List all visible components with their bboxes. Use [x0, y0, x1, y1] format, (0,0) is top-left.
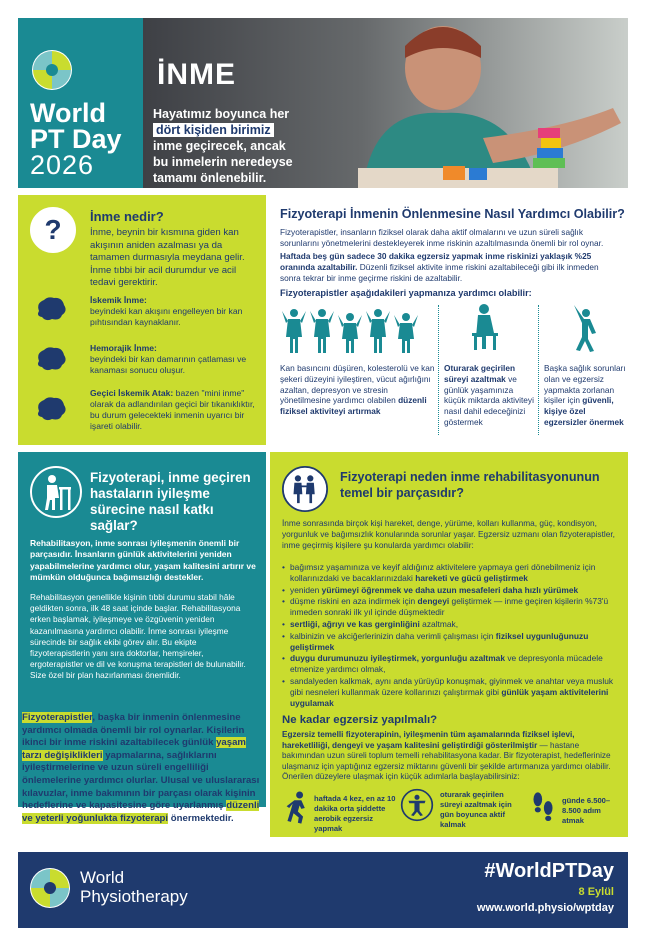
stroke-type-3-name: Geçici İskemik Atak: [90, 388, 174, 398]
how-much-bold: Egzersiz temelli fizyoterapinin, iyileşmenin tüm aşamalarında fiziksel işlevi, hareketliliği, dengeyi ve yaşam kalitesini geliştirdiği gösterilmiştir [282, 730, 575, 750]
tip-2: oturarak geçirilen süreyi azaltmak için gün boyunca aktif kalmak [440, 790, 512, 829]
bullet-text: yeniden [290, 584, 322, 595]
bullet-bold: sertliği, ağrıyı ve kas gerginliğini [290, 618, 420, 629]
summary-t3: önermektedir. [168, 812, 234, 824]
prevention-subtitle: Fizyoterapistler aşağıdakileri yapmanıza yardımcı olabilir: [280, 288, 532, 298]
tip-1: haftada 4 kez, en az 10 dakika orta şiddette aerobik egzersiz yapmak [314, 794, 396, 833]
stroke-type-3-desc: bazen "mini inme" olarak da adlandırılan geçici bir tıkanıklıktır, bu durum gelecekteki inmenin uyarıcı bir işareti olabilir. [90, 388, 255, 431]
bullet-text: bağımsız yaşamınıza ve keyif aldığınız aktivitelere yapmaya geri dönebilmeniz için kollarınızdaki ve bacaklarınızdaki [290, 562, 596, 583]
stroke-type-1 [90, 295, 258, 328]
hero-banner [143, 18, 628, 188]
question-mark-icon: ? [30, 207, 76, 253]
prevention-summary-text [22, 712, 262, 825]
summary-hl2: yaşam tarzı değişiklikleri [22, 737, 246, 761]
bullet-bold: fiziksel uygunluğunuzu geliştirmek [290, 630, 589, 652]
bullet-after: ve depresyonla mücadele etmenize yardımcı olmak, [290, 653, 603, 675]
bullet-after: geliştirmek — inme geçiren kişilerin %73'ü inmeden sonraki ilk yıl içinde düşmektedir [290, 596, 609, 618]
walker-person-icon [30, 466, 82, 518]
rehabilitation-why-panel [270, 452, 628, 837]
world-physiotherapy-logo-icon [28, 866, 72, 910]
summary-hl1: Fizyoterapistler [22, 712, 93, 723]
bullet-bold: günlük yaşam aktivitelerini uygulamak [290, 686, 609, 708]
exercise-person-icon [400, 788, 434, 822]
footer-date: 8 Eylül [578, 886, 614, 898]
why-bullet-list [282, 562, 618, 709]
prevention-col2-text: ve günlük yaşamınıza küçük miktarda aktiviteyi nasıl dahil edeceğinizi göstermek [444, 373, 534, 427]
footer-brand-line2: Physiotherapy [80, 887, 188, 906]
bullet-bold: dengeyi [417, 596, 450, 607]
logo-line1: World [30, 98, 106, 128]
why-bullet [282, 585, 618, 596]
bullet-bold: yürümeyi öğrenmek [321, 584, 402, 595]
logo-year: 2026 [30, 150, 95, 180]
stroke-type-3 [90, 388, 258, 432]
world-pt-day-logo [18, 18, 143, 188]
prevention-title: Fizyoterapi İnmenin Önlenmesine Nasıl Yardımcı Olabilir? [280, 207, 625, 221]
prevention-col3-bold: güvenli, kişiye özel egzersizler önermek [544, 395, 624, 427]
hero-text-highlight: dört kişiden birimiz [153, 123, 274, 137]
summary-t1: , başka bir inmenin önlenmesine yardımcı olmada önemli bir rol oynarlar. Kişilerin ikinci bir inme riskini azaltabilecek günlük [22, 712, 245, 749]
prevention-col1 [280, 363, 435, 417]
bullet-text: sandalyeden kalkmak, aynı anda yürüyüp konuşmak, giyinmek ve anahtar veya musluk gibi nesneleri kullanmak üzere kollarınızı çalıştırmak gibi [290, 675, 614, 697]
footer-hashtag: #WorldPTDay [484, 860, 614, 882]
group-exercise-icon [280, 305, 430, 355]
world-pt-day-logo-icon [30, 48, 74, 92]
stroke-title: İnme nedir? [90, 209, 164, 224]
bullet-after: ve daha uzun mesafeleri daha hızlı yürümek [401, 584, 579, 595]
hero-title: İNME [157, 58, 236, 91]
hero-text-before: Hayatımız boyunca her [153, 107, 290, 121]
sitting-person-icon [466, 303, 506, 353]
why-intro: İnme sonrasında birçok kişi hareket, denge, yürüme, kolları kullanma, güç, kondisyon, yorgunluk ve bağımsızlık konularında sorunlar yaşar. Egzersiz uzmanı olan fizyoterapistler, inme geçirmiş kişilere şu konularda yardımcı olabilir: [282, 518, 615, 550]
brain-icon [34, 295, 68, 323]
prevention-col2 [444, 363, 536, 428]
bullet-bold: duygu durumunuzu iyileştirmek, yorgunluğu azaltmak [290, 653, 505, 664]
logo-title [30, 100, 122, 152]
footer-url[interactable]: www.world.physio/wptday [476, 902, 614, 914]
why-bullet [282, 596, 618, 618]
why-bullet [282, 676, 618, 708]
divider [438, 305, 439, 435]
bullet-text: kalbinizin ve akciğerlerinizin daha verimli çalışması için [290, 630, 496, 641]
summary-hl3: düzenli ve yeterli yoğunlukta fizyoterapi [22, 800, 260, 824]
role-bold-para: Rehabilitasyon, inme sonrası iyileşmenin önemli bir parçasıdır. İnsanların günlük aktivitelerini yeniden yapabilmelerine yardımcı olur, yaşam kalitesini artırır ve mümkün olduğunca bağımsızlığı destekler. [30, 538, 256, 583]
tip-3: günde 6.500–8.500 adım atmak [562, 796, 611, 825]
stroke-type-2-name: Hemorajik İnme: [90, 343, 157, 353]
why-bullet [282, 619, 618, 630]
stretching-person-icon [566, 303, 606, 353]
footer-brand [80, 868, 188, 906]
running-person-icon [284, 790, 310, 826]
how-much-rest: — hastane bakımından uzun süreli toplum temelli rehabilitasyona kadar. Bir fizyoterapist, hedeflerinize ulaşmanız için yaptığınız egzersiz miktarını güvenli bir şekilde artırmanıza yardımcı olabilir. Önerilen düzeylere ulaşmak için küçük adımlarla başlayabilirsiniz: [282, 740, 611, 782]
footer [18, 852, 628, 928]
prevention-col1-bold: düzenli fiziksel aktiviteyi artırmak [280, 395, 427, 417]
summary-t2: yapmalarına, sağlıklarını iyileştirmelerine ve uzun süreli engelliliği önlemelerine yardımcı olurlar. Ulusal ve uluslararası kılavuzlar, inme bakımının bir parçası olarak kişinin hedeflerine ve kapasitesine göre uyarlanmış [22, 749, 260, 812]
role-para: Rehabilitasyon genellikle kişinin tıbbi durumu stabil hâle geldikten sonra, ilk 48 saat içinde başlar. Rehabilitasyona erken başlamak, iyileşmeye ve özgüvenin yeniden kazanılmasına yardımcı olabilir. İnme sonrası iyileşme sürecinde bir sağlık ekibi görev alır. Bu ekipte fizyoterapistlerin yanı sıra doktorlar, hemşireler, ergoterapistler ve dil ve konuşma terapistleri de bulunabilir. Size özel bir plan hazırlanması önemlidir. [30, 592, 246, 681]
hero-text-after: inme geçirecek, ancak bu inmelerin neredeyse tamamı önlenebilir. [153, 139, 293, 185]
stroke-type-1-desc: beyindeki kan akışını engelleyen bir kan pıhtısından kaynaklanır. [90, 306, 243, 327]
brain-icon [34, 395, 68, 423]
prevention-para2 [280, 251, 620, 283]
prevention-para2-bold: Haftada beş gün sadece 30 dakika egzersiz yapmak inme riskinizi yaklaşık %25 oranında azaltabilir. [280, 251, 592, 272]
footprints-icon [530, 790, 556, 826]
how-much-title: Ne kadar egzersiz yapılmalı? [282, 714, 438, 726]
prevention-col2-bold: Oturarak geçirilen süreyi azaltmak [444, 363, 516, 384]
prevention-col3-text: Başka sağlık sorunları olan ve egzersiz yapmakta zorlanan kişiler için [544, 363, 626, 406]
bullet-text: düşme riskini en aza indirmek için [290, 596, 418, 607]
why-bullet [282, 631, 618, 653]
how-much-text [282, 730, 618, 783]
header [18, 18, 628, 188]
prevention-panel [270, 195, 628, 445]
bullet-after: azaltmak, [419, 618, 459, 629]
why-title: Fizyoterapi neden inme rehabilitasyonunun temel bir parçasıdır? [340, 470, 600, 500]
prevention-para1: Fizyoterapistler, insanların fiziksel olarak daha aktif olmalarını ve uzun süreli sağlık sorunlarını yönetmelerini destekleyerek inme riskinin azaltılmasında önemli bir rol oynar. [280, 227, 604, 248]
logo-line2: PT Day [30, 124, 122, 154]
hero-text [153, 106, 303, 186]
role-title: Fizyoterapi, inme geçiren hastaların iyileşme sürecine nasıl katkı sağlar? [90, 470, 251, 533]
why-bullet [282, 562, 618, 584]
stroke-type-2-desc: beyindeki bir kan damarının çatlaması ve kanaması sonucu oluşur. [90, 354, 247, 375]
brain-icon [34, 345, 68, 373]
bullet-bold: hareketi ve gücü geliştirmek [415, 572, 528, 583]
prevention-para2-rest: Düzenli fiziksel aktivite inme riskini azaltabileceği gibi ilk inmeden sonra tekrar bir inme geçirme riskini de azaltabilir. [280, 261, 599, 283]
prevention-col3 [544, 363, 628, 428]
stroke-intro: İnme, beynin bir kısmına giden kan akışının aniden azalması ya da tamamen durmasıyla meydana gelir. İnme tıbbi bir acil durumdur ve acil tedavi gerektirir. [90, 227, 245, 288]
why-bullet [282, 653, 618, 675]
walking-support-icon [282, 466, 328, 512]
stroke-type-2 [90, 343, 258, 376]
what-is-stroke-panel [18, 195, 266, 445]
divider [538, 305, 539, 435]
footer-brand-line1: World [80, 868, 125, 887]
stroke-type-1-name: İskemik İnme: [90, 295, 147, 305]
prevention-col1-text: Kan basıncını düşüren, kolesterolü ve kan şekeri düzeyini iyileştiren, vücut ağırlığını azaltan, depresyon ve stresin yönetilmesine yardımcı olabilen [280, 363, 435, 406]
